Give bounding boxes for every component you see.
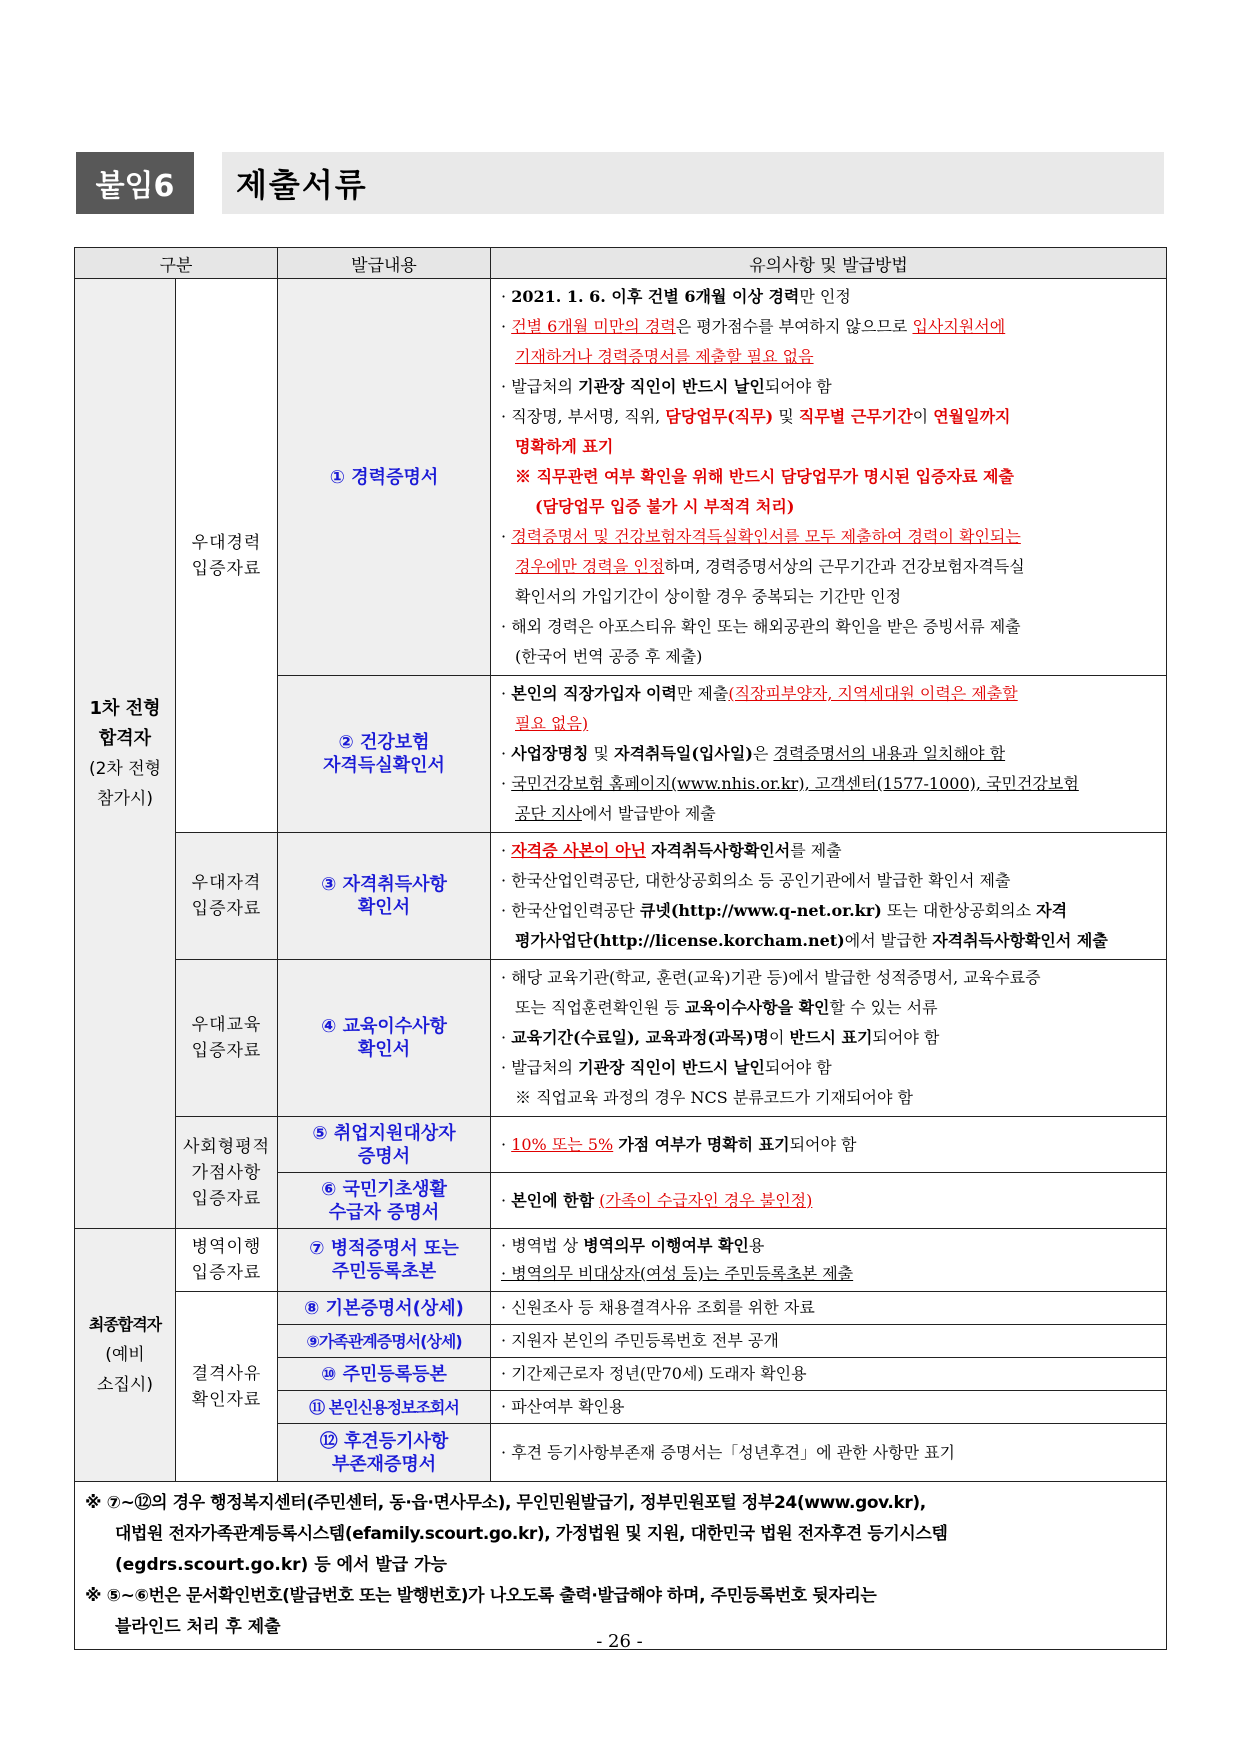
footer-notes: ※ ⑦~⑫의 경우 행정복지센터(주민센터, 동·읍·면사무소), 무인민원발급기, 정부민원포털 정부24(www.gov.kr), 대법원 전자가족관계등록시스템(efamily.scourt.go.kr), 가정법원 및 지원, 대한민국 법원 전자후견 등기시스템 (egdrs.scourt.go.kr) 등 에서 발급 가능 ※ ⑤~⑥번은 문서확인번호(발급번호 또는 발행번호)가 나오도록 출력·발급해야 하며, 주민등록번호 뒷자리는 블라인드 처리 후 제출 <box>75 1482 1167 1650</box>
col-header-notes: 유의사항 및 발급방법 <box>491 248 1167 279</box>
doc-resident-register: ⑩ 주민등록등본 <box>278 1358 491 1391</box>
doc-military-record: ⑦ 병적증명서 또는 주민등록초본 <box>278 1229 491 1292</box>
notes-guardianship: · 후견 등기사항부존재 증명서는「성년후견」에 관한 사항만 표기 <box>491 1424 1167 1482</box>
col-header-category: 구분 <box>75 248 278 279</box>
doc-health-insurance: ② 건강보험 자격득실확인서 <box>278 676 491 833</box>
table-row <box>75 1229 1167 1292</box>
notes-basic-certificate: · 신원조사 등 채용결격사유 조회를 위한 자료 <box>491 1292 1167 1325</box>
doc-license-certificate: ③ 자격취득사항 확인서 <box>278 833 491 960</box>
category-education: 우대교육 입증자료 <box>176 960 278 1117</box>
title-bar <box>222 152 1164 214</box>
notes-employment-support: · 10% 또는 5% 가점 여부가 명확히 표기되어야 함 <box>491 1117 1167 1173</box>
doc-basic-certificate: ⑧ 기본증명서(상세) <box>278 1292 491 1325</box>
table-row <box>75 1117 1167 1173</box>
notes-health-insurance: · 본인의 직장가입자 이력만 제출(직장피부양자, 지역세대원 이력은 제출할 필요 없음) · 사업장명칭 및 자격취득일(입사일)은 경력증명서의 내용과 일치해야 함 · 국민건강보험 홈페이지(www.nhis.or.kr), 고객센터(1577-1000), 국민건강보험 공단 지사에서 발급받아 제출 <box>491 676 1167 833</box>
doc-guardianship: ⑫ 후견등기사항 부존재증명서 <box>278 1424 491 1482</box>
table-row <box>75 1292 1167 1325</box>
page-number: - 26 - <box>596 1631 643 1652</box>
table-row <box>75 279 1167 676</box>
category-license: 우대자격 입증자료 <box>176 833 278 960</box>
notes-basic-livelihood: · 본인에 한함 (가족이 수급자인 경우 불인정) <box>491 1173 1167 1229</box>
table-row <box>75 960 1167 1117</box>
col-header-document: 발급내용 <box>278 248 491 279</box>
category-career: 우대경력 입증자료 <box>176 279 278 833</box>
table-header-row <box>75 248 1167 279</box>
doc-credit-report: ⑪ 본인신용정보조회서 <box>278 1391 491 1424</box>
notes-career-certificate: · 2021. 1. 6. 이후 건별 6개월 이상 경력만 인정 · 건별 6개월 미만의 경력은 평가점수를 부여하지 않으므로 입사지원서에 기재하거나 경력증명서를 제출할 필요 없음 · 발급처의 기관장 직인이 반드시 날인되어야 함 · 직장명, 부서명, 직위, 담당업무(직무) 및 직무별 근무기간이 연월일까지 명확하게 표기 ※ 직무관련 여부 확인을 위해 반드시 담당업무가 명시된 입증자료 제출 (담당업무 입증 불가 시 부적격 처리) · 경력증명서 및 건강보험자격득실확인서를 모두 제출하여 경력이 확인되는 경우에만 경력을 인정하며, 경력증명서상의 근무기간과 건강보험자격득실 확인서의 가입기간이 상이할 경우 중복되는 기간만 인정 · 해외 경력은 아포스티유 확인 또는 해외공관의 확인을 받은 증빙서류 제출 (한국어 번역 공증 후 제출) <box>491 279 1167 676</box>
category-disqualification: 결격사유 확인자료 <box>176 1292 278 1482</box>
doc-education-certificate: ④ 교육이수사항 확인서 <box>278 960 491 1117</box>
notes-family-relation: · 지원자 본인의 주민등록번호 전부 공개 <box>491 1325 1167 1358</box>
doc-career-certificate: ① 경력증명서 <box>278 279 491 676</box>
documents-table <box>74 247 1167 1650</box>
doc-employment-support: ⑤ 취업지원대상자 증명서 <box>278 1117 491 1173</box>
notes-credit-report: · 파산여부 확인용 <box>491 1391 1167 1424</box>
doc-family-relation: ⑨가족관계증명서(상세) <box>278 1325 491 1358</box>
category-military: 병역이행 입증자료 <box>176 1229 278 1292</box>
group-final: 최종합격자 (예비 소집시) <box>75 1229 176 1482</box>
category-social: 사회형평적 가점사항 입증자료 <box>176 1117 278 1229</box>
group-first-round: 1차 전형 합격자 (2차 전형 참가시) <box>75 279 176 1229</box>
notes-military-record: · 병역법 상 병역의무 이행여부 확인용 · 병역의무 비대상자(여성 등)는 주민등록초본 제출 <box>491 1229 1167 1292</box>
notes-license-certificate: · 자격증 사본이 아닌 자격취득사항확인서를 제출 · 한국산업인력공단, 대한상공회의소 등 공인기관에서 발급한 확인서 제출 · 한국산업인력공단 큐넷(http://www.q-net.or.kr) 또는 대한상공회의소 자격 평가사업단(http://license.korcham.net)에서 발급한 자격취득사항확인서 제출 <box>491 833 1167 960</box>
table-notes-row <box>75 1482 1167 1650</box>
table-row <box>75 833 1167 960</box>
notes-education-certificate: · 해당 교육기관(학교, 훈련(교육)기관 등)에서 발급한 성적증명서, 교육수료증 또는 직업훈련확인원 등 교육이수사항을 확인할 수 있는 서류 · 교육기간(수료일), 교육과정(과목)명이 반드시 표기되어야 함 · 발급처의 기관장 직인이 반드시 날인되어야 함 ※ 직업교육 과정의 경우 NCS 분류코드가 기재되어야 함 <box>491 960 1167 1117</box>
doc-basic-livelihood: ⑥ 국민기초생활 수급자 증명서 <box>278 1173 491 1229</box>
page-title: 제출서류 <box>236 166 368 204</box>
attachment-tag: 붙임6 <box>76 152 194 214</box>
notes-resident-register: · 기간제근로자 정년(만70세) 도래자 확인용 <box>491 1358 1167 1391</box>
